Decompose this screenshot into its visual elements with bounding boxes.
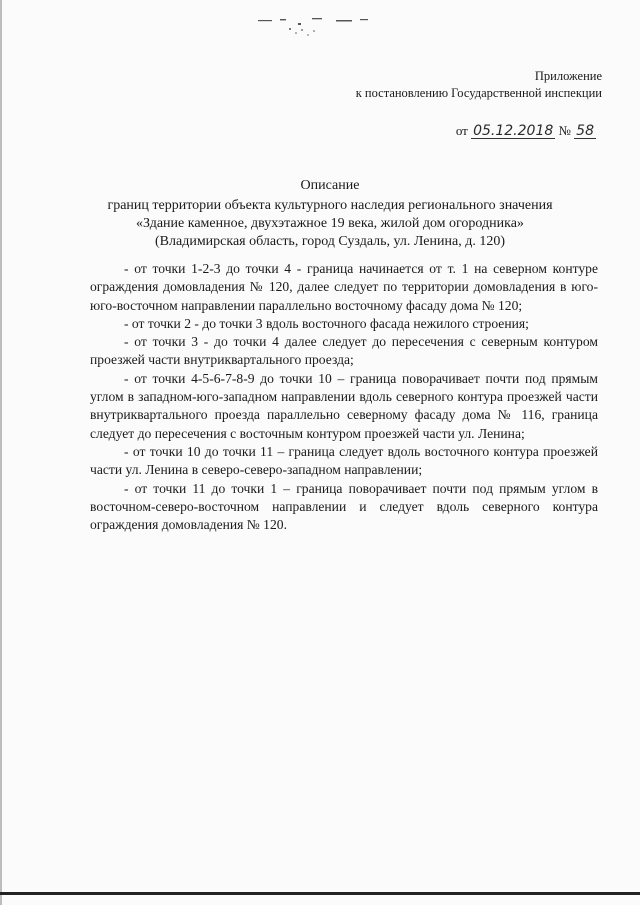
decree-number: 58: [576, 123, 594, 139]
appendix-header: [356, 68, 602, 102]
paragraph: - от точки 4-5-6-7-8-9 до точки 10 – граница поворачивает почти под прямым углом в западном-юго-западном направлении вдоль северного контура проезжей части внутриквартального проезда параллельно северному фасаду дома № 116, граница следует до пересечения с восточным контуром проезжей части ул. Ленина;: [90, 370, 598, 441]
scan-edge-left: [0, 0, 2, 905]
appendix-subtitle: к постановлению Государственной инспекции: [355, 86, 602, 100]
title-line-2: «Здание каменное, двухэтажное 19 века, жилой дом огородника»: [136, 216, 524, 231]
decree-date-prefix: от: [455, 123, 468, 138]
paragraph: - от точки 11 до точки 1 – граница поворачивает почти под прямым углом в восточном-северо-восточном направлении и следует вдоль северного контура ограждения домовладения № 120.: [90, 480, 598, 533]
title-line-3: (Владимирская область, город Суздаль, ул. Ленина, д. 120): [155, 234, 505, 249]
decree-date-line: [456, 123, 596, 139]
document-title: [95, 177, 565, 251]
paragraph: - от точки 2 - до точки 3 вдоль восточного фасада нежилого строения;: [124, 315, 529, 331]
title-heading: Описание: [300, 178, 360, 193]
scan-edge-bottom: [0, 892, 640, 895]
paragraph: - от точки 10 до точки 11 – граница следует вдоль восточного контура проезжей части ул. Ленина в северо-северо-западном направлении;: [90, 443, 598, 478]
appendix-title: Приложение: [534, 69, 602, 83]
boundary-description: [90, 260, 598, 534]
decree-number-label: №: [558, 123, 571, 138]
paragraph: - от точки 1-2-3 до точки 4 - граница начинается от т. 1 на северном контуре ограждения домовладения № 120, далее следует по территории домовладения в юго-юго-восточном направлении параллельно восточному фасаду дома № 120;: [90, 261, 598, 313]
scan-noise: [250, 14, 390, 40]
decree-date: 05.12.2018: [473, 123, 554, 139]
title-line-1: границ территории объекта культурного наследия регионального значения: [107, 198, 553, 213]
paragraph: - от точки 3 - до точки 4 далее следует до пересечения с северным контуром проезжей части внутриквартального проезда;: [90, 334, 598, 368]
